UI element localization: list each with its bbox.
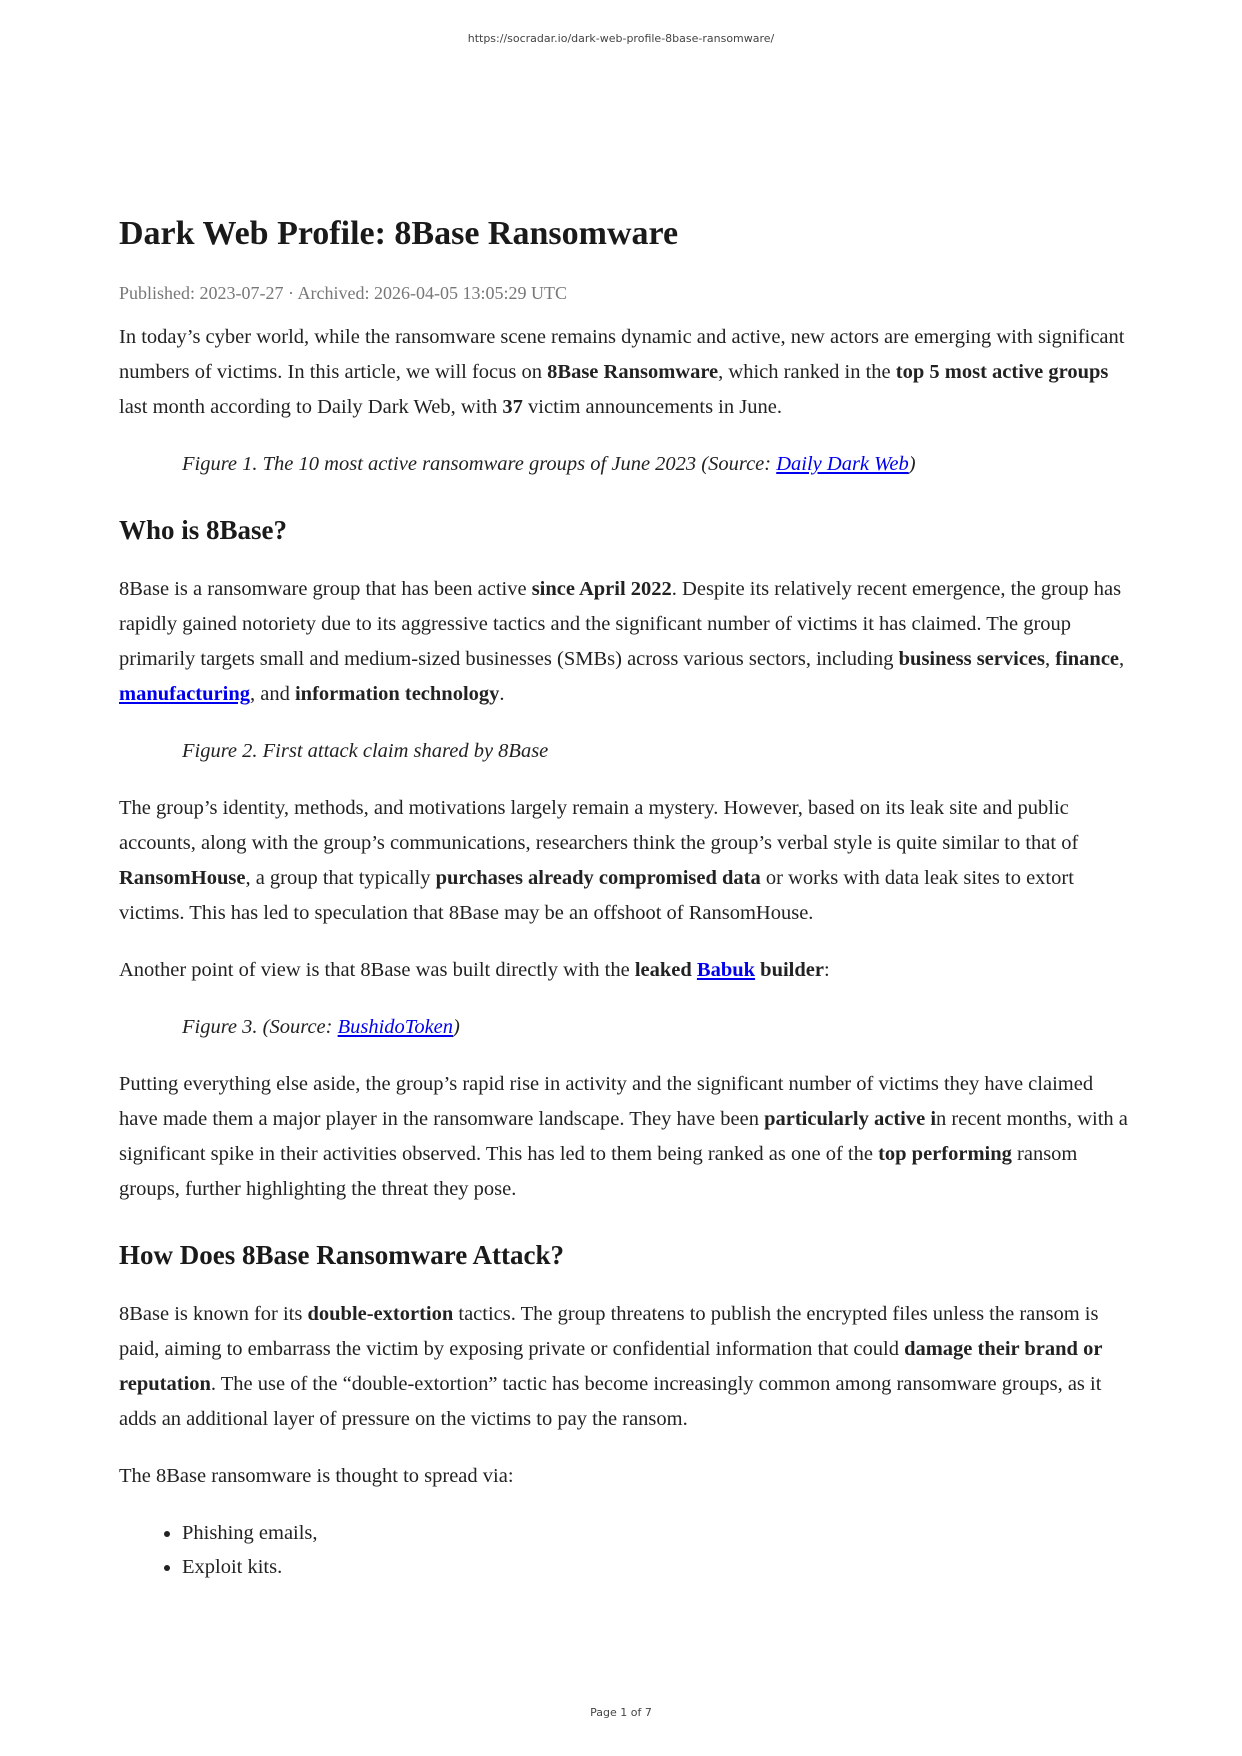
bullet-list — [119, 1516, 1129, 1584]
bold-text: top performing — [878, 1143, 1012, 1165]
text-segment: , and — [249, 683, 295, 705]
text-segment: last month according to Daily Dark Web, with — [119, 396, 503, 418]
text-segment: The 8Base ransomware is thought to spread via: — [119, 1465, 514, 1487]
text-segment: Putting everything else aside, the group’s rapid rise in activity and the significant number of victims they have claimed have made them a major player in the ransomware landscape. They have been — [119, 1073, 1094, 1130]
text-segment: , which ranked in the — [718, 361, 896, 383]
page-url-header: https://socradar.io/dark-web-profile-8base-ransomware/ — [467, 32, 775, 45]
paragraph — [119, 320, 1129, 425]
paragraph — [119, 1067, 1129, 1207]
text-segment: 8Base is a ransomware group that has been active — [119, 578, 532, 600]
paragraph — [119, 1459, 1129, 1494]
text-segment: Figure 3. (Source: — [182, 1016, 338, 1038]
page-number: Page 1 of 7 — [590, 1706, 652, 1719]
bold-text: finance — [1055, 648, 1120, 670]
bold-text: damage their brand or reputation — [119, 1338, 1103, 1395]
inline-link[interactable]: Babuk — [696, 959, 756, 981]
figure-caption — [182, 447, 1129, 482]
section-heading — [119, 1229, 1129, 1275]
inline-link[interactable]: BushidoToken — [337, 1016, 454, 1038]
list-item: • Phishing emails, — [182, 1516, 1129, 1550]
list-item: • Exploit kits. — [182, 1550, 1129, 1584]
text-segment: ) — [453, 1016, 460, 1038]
bold-text: builder — [755, 959, 824, 981]
bold-text: since April 2022 — [531, 578, 672, 600]
inline-link[interactable]: Daily Dark Web — [776, 453, 909, 475]
figure-caption — [182, 1010, 1129, 1045]
figure-caption — [182, 734, 1129, 769]
text-segment: ransom groups, further highlighting the threat they pose. — [119, 1143, 1078, 1200]
article-body — [119, 320, 1129, 1584]
text-segment: or works with data leak sites to extort victims. This has led to speculation that 8Base may be an offshoot of RansomHouse. — [119, 867, 1074, 924]
publish-meta: Published: 2023-07-27 · Archived: 2026-04-05 13:05:29 UTC — [119, 283, 567, 303]
text-segment: victim announcements in June. — [522, 396, 782, 418]
bold-text: information technology — [294, 683, 500, 705]
text-segment: n recent months, with a significant spike in their activities observed. This has led to them being ranked as one of the — [119, 1108, 1128, 1165]
text-segment: tactics. The group threatens to publish the encrypted files unless the ransom is paid, aiming to embarrass the victim by exposing private or confidential information that could — [119, 1303, 1099, 1360]
inline-link[interactable]: manufacturing — [119, 683, 250, 705]
text-segment: In today’s cyber world, while the ransomware scene remains dynamic and active, new actors are emerging with significant numbers of victims. In this article, we will focus on — [119, 326, 1125, 383]
bold-text: particularly active i — [764, 1108, 937, 1130]
text-segment: 8Base is known for its — [119, 1303, 308, 1325]
text-segment: Figure 2. First attack claim shared by 8Base — [182, 740, 549, 762]
paragraph — [119, 953, 1129, 988]
text-segment: The group’s identity, methods, and motivations largely remain a mystery. However, based on its leak site and public accounts, along with the group’s communications, researchers think the group’s verbal style is quite similar to that of — [119, 797, 1079, 854]
page-title: Dark Web Profile: 8Base Ransomware — [119, 215, 679, 252]
bold-text: RansomHouse — [119, 867, 246, 889]
bold-text: business services — [898, 648, 1045, 670]
text-segment: Who is 8Base? — [119, 515, 288, 545]
bold-text: 8Base Ransomware — [547, 361, 719, 383]
text-segment: : — [823, 959, 830, 981]
bold-text: double-extortion — [307, 1303, 454, 1325]
text-segment: Another point of view is that 8Base was built directly with the — [119, 959, 635, 981]
article — [119, 212, 1129, 1584]
paragraph — [119, 572, 1129, 712]
section-heading — [119, 504, 1129, 550]
text-segment: , — [1119, 648, 1125, 670]
text-segment: . Despite its relatively recent emergence, the group has rapidly gained notoriety due to its aggressive tactics and the significant number of victims it has claimed. The group primarily targets small and medium-sized businesses (SMBs) across various sectors, including — [119, 578, 1122, 670]
text-segment: How Does 8Base Ransomware Attack? — [119, 1240, 564, 1270]
text-segment: Figure 1. The 10 most active ransomware groups of June 2023 (Source: — [182, 453, 777, 475]
text-segment: . — [499, 683, 505, 705]
text-segment: ) — [908, 453, 916, 475]
text-segment: . The use of the “double-extortion” tactic has become increasingly common among ransomware groups, as it adds an additional layer of pressure on the victims to pay the ransom. — [119, 1373, 1102, 1430]
bold-text: 37 — [502, 396, 523, 418]
paragraph — [119, 791, 1129, 931]
bold-text: leaked — [634, 959, 697, 981]
text-segment: , a group that typically — [245, 867, 436, 889]
bold-text: purchases already compromised data — [435, 867, 761, 889]
paragraph — [119, 1297, 1129, 1437]
bold-text: top 5 most active groups — [895, 361, 1109, 383]
text-segment: , — [1045, 648, 1056, 670]
